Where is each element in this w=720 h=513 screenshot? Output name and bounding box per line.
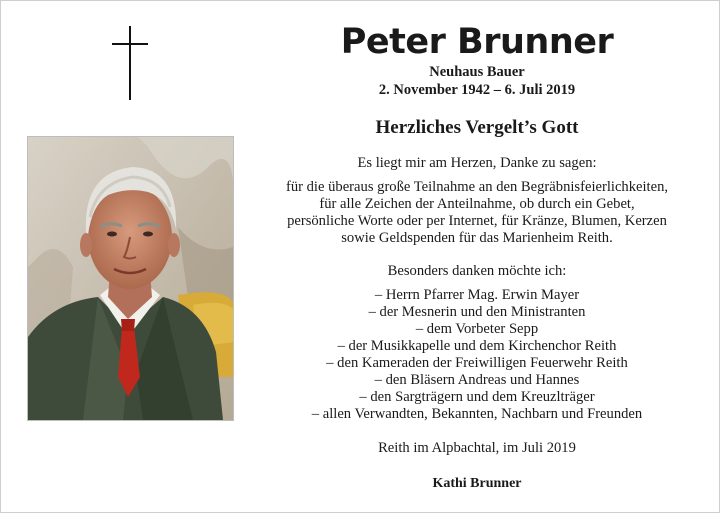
- list-item: – den Sargträgern und dem Kreuzlträger: [359, 389, 595, 405]
- special-intro: Besonders danken möchte ich:: [387, 263, 567, 279]
- thanks-line: für die überaus große Teilnahme an den Begräbnisfeierlichkeiten,: [285, 179, 669, 195]
- list-item: – den Bläsern Andreas und Hannes: [374, 372, 580, 388]
- list-item: – allen Verwandten, Bekannten, Nachbarn und Freunden: [311, 406, 643, 422]
- signature: Kathi Brunner: [432, 476, 522, 491]
- thanks-line: persönliche Worte oder per Internet, für Kränze, Blumen, Kerzen: [287, 213, 667, 229]
- portrait-photo: [27, 136, 234, 421]
- thanks-heading: Herzliches Vergelt’s Gott: [375, 117, 579, 138]
- thanks-intro: Es liegt mir am Herzen, Danke zu sagen:: [357, 155, 597, 171]
- thanks-line: sowie Geldspenden für das Marienheim Reith.: [341, 230, 613, 246]
- list-item: – der Mesnerin und den Ministranten: [368, 304, 586, 320]
- thanks-paragraph: [249, 179, 705, 247]
- list-item: – Herrn Pfarrer Mag. Erwin Mayer: [374, 287, 580, 303]
- deceased-name: Peter Brunner: [340, 22, 614, 62]
- list-item: – den Kameraden der Freiwilligen Feuerwehr Reith: [326, 355, 628, 371]
- special-thanks-list: [249, 287, 705, 423]
- thanks-line: für alle Zeichen der Anteilnahme, ob durch ein Gebet,: [319, 196, 635, 212]
- list-item: – der Musikkapelle und dem Kirchenchor Reith: [337, 338, 617, 354]
- cross-icon: [112, 26, 148, 100]
- life-dates: 2. November 1942 – 6. Juli 2019: [378, 82, 576, 98]
- list-item: – dem Vorbeter Sepp: [415, 321, 539, 337]
- house-name: Neuhaus Bauer: [429, 64, 525, 80]
- place-date: Reith im Alpbachtal, im Juli 2019: [378, 440, 576, 456]
